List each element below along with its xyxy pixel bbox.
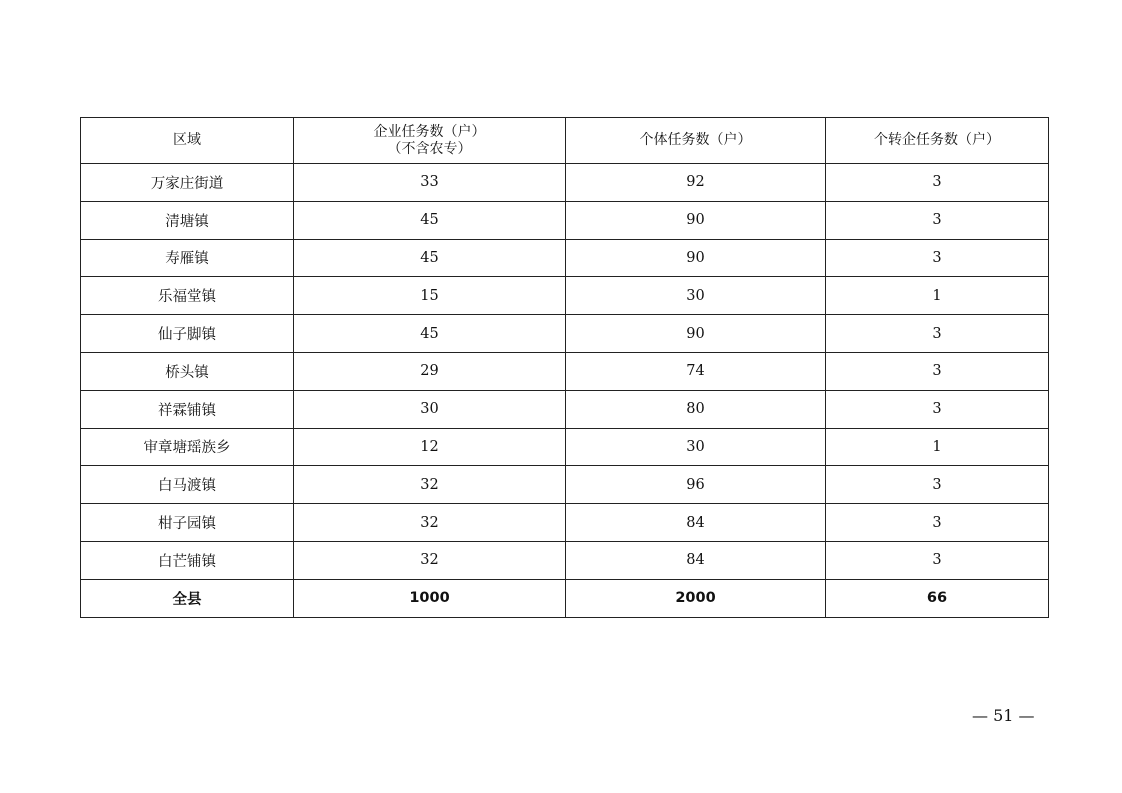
region-cell: 寿雁镇 xyxy=(81,239,294,277)
region-cell: 白芒铺镇 xyxy=(81,541,294,579)
region-cell: 柑子园镇 xyxy=(81,504,294,542)
enterprise-cell: 29 xyxy=(294,352,566,390)
table-row xyxy=(81,466,1049,504)
table-row xyxy=(81,352,1049,390)
total-enterprise-cell: 1000 xyxy=(294,579,566,617)
total-row xyxy=(81,579,1049,617)
enterprise-cell: 32 xyxy=(294,504,566,542)
total-region-cell: 全县 xyxy=(81,579,294,617)
conversion-cell: 3 xyxy=(826,541,1049,579)
conversion-cell: 3 xyxy=(826,315,1049,353)
header-enterprise-tasks xyxy=(294,118,566,164)
individual-cell: 30 xyxy=(566,428,826,466)
region-cell: 桥头镇 xyxy=(81,352,294,390)
individual-cell: 74 xyxy=(566,352,826,390)
individual-cell: 90 xyxy=(566,315,826,353)
conversion-cell: 3 xyxy=(826,390,1049,428)
individual-cell: 30 xyxy=(566,277,826,315)
enterprise-cell: 32 xyxy=(294,466,566,504)
enterprise-cell: 45 xyxy=(294,201,566,239)
table-row xyxy=(81,541,1049,579)
enterprise-cell: 45 xyxy=(294,315,566,353)
individual-cell: 84 xyxy=(566,541,826,579)
conversion-cell: 3 xyxy=(826,466,1049,504)
enterprise-cell: 45 xyxy=(294,239,566,277)
table-row xyxy=(81,277,1049,315)
region-cell: 审章塘瑶族乡 xyxy=(81,428,294,466)
conversion-cell: 3 xyxy=(826,239,1049,277)
table-row xyxy=(81,239,1049,277)
table-row xyxy=(81,315,1049,353)
table-row xyxy=(81,390,1049,428)
table-row xyxy=(81,201,1049,239)
individual-cell: 80 xyxy=(566,390,826,428)
region-cell: 万家庄街道 xyxy=(81,164,294,202)
conversion-cell: 1 xyxy=(826,428,1049,466)
conversion-cell: 3 xyxy=(826,201,1049,239)
total-conversion-cell: 66 xyxy=(826,579,1049,617)
enterprise-cell: 33 xyxy=(294,164,566,202)
total-individual-cell: 2000 xyxy=(566,579,826,617)
page-number: — 51 — xyxy=(972,706,1035,725)
header-region: 区域 xyxy=(81,118,294,164)
table-row xyxy=(81,504,1049,542)
individual-cell: 90 xyxy=(566,201,826,239)
table-row xyxy=(81,164,1049,202)
conversion-cell: 3 xyxy=(826,352,1049,390)
header-individual-tasks: 个体任务数（户） xyxy=(566,118,826,164)
enterprise-cell: 32 xyxy=(294,541,566,579)
individual-cell: 90 xyxy=(566,239,826,277)
region-cell: 祥霖铺镇 xyxy=(81,390,294,428)
conversion-cell: 3 xyxy=(826,504,1049,542)
enterprise-cell: 12 xyxy=(294,428,566,466)
conversion-cell: 1 xyxy=(826,277,1049,315)
header-conversion-tasks: 个转企任务数（户） xyxy=(826,118,1049,164)
table-row xyxy=(81,428,1049,466)
individual-cell: 84 xyxy=(566,504,826,542)
region-cell: 仙子脚镇 xyxy=(81,315,294,353)
task-allocation-table xyxy=(80,117,1049,618)
enterprise-cell: 15 xyxy=(294,277,566,315)
conversion-cell: 3 xyxy=(826,164,1049,202)
region-cell: 清塘镇 xyxy=(81,201,294,239)
header-enterprise-line2: （不含农专） xyxy=(387,140,472,157)
individual-cell: 96 xyxy=(566,466,826,504)
individual-cell: 92 xyxy=(566,164,826,202)
region-cell: 白马渡镇 xyxy=(81,466,294,504)
table-header-row xyxy=(81,118,1049,164)
header-enterprise-line1: 企业任务数（户） xyxy=(373,123,486,140)
region-cell: 乐福堂镇 xyxy=(81,277,294,315)
enterprise-cell: 30 xyxy=(294,390,566,428)
